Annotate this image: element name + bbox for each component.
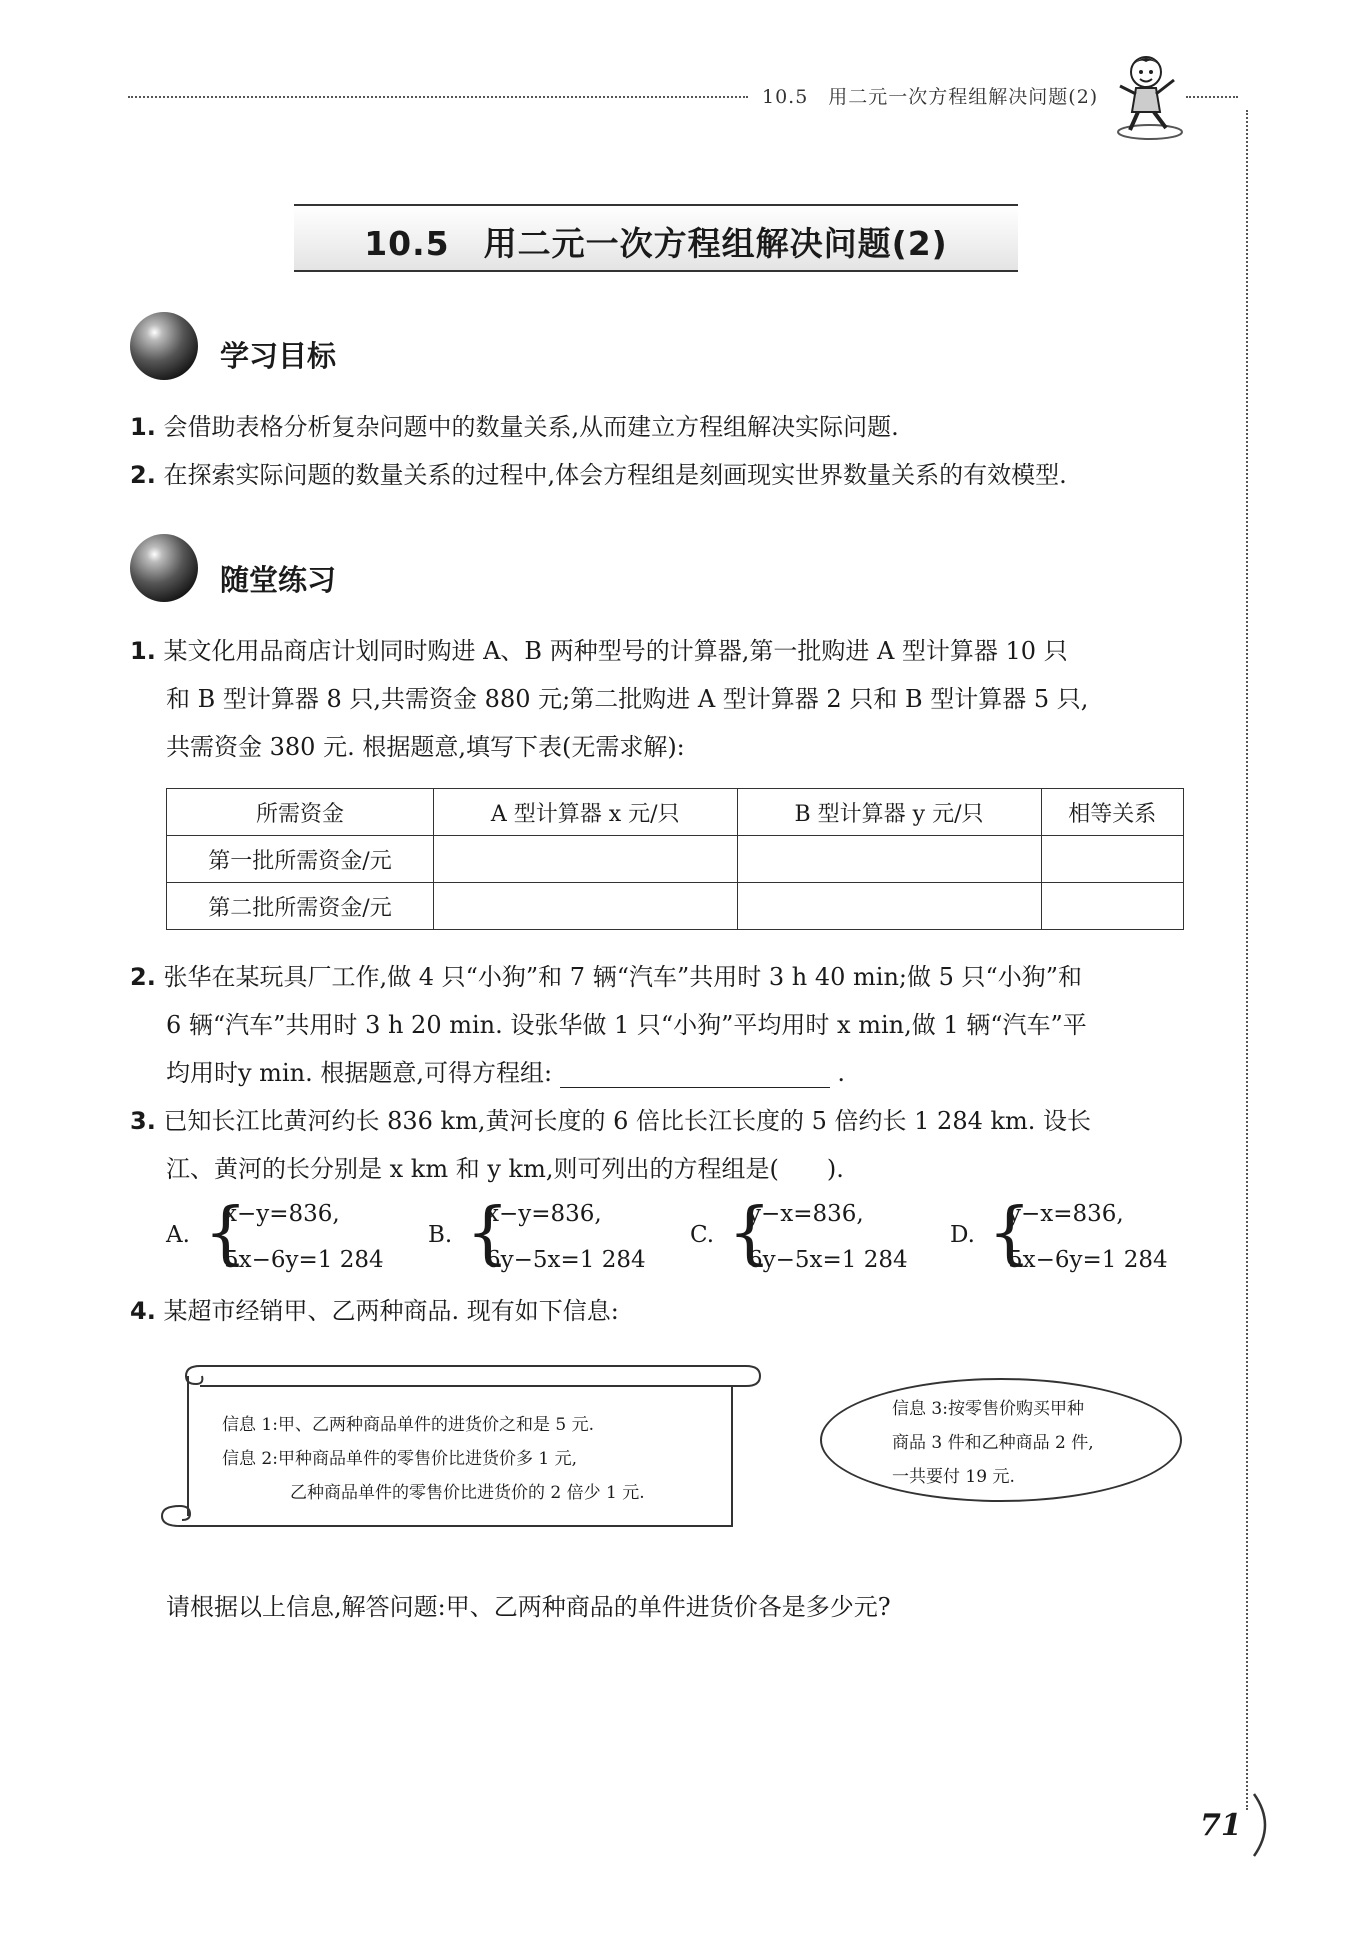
table-header-cell: B 型计算器 y 元/只 xyxy=(737,789,1041,836)
header-rule-right xyxy=(1186,96,1238,98)
question-1-line: 1. 某文化用品商店计划同时购进 A、B 两种型号的计算器,第一批购进 A 型计算器 10 只 xyxy=(130,637,1068,665)
table-header-cell: A 型计算器 x 元/只 xyxy=(434,789,738,836)
table-blank-cell[interactable] xyxy=(434,883,738,930)
brace-icon: { xyxy=(204,1194,248,1273)
info-3-line: 信息 3:按零售价购买甲种 xyxy=(892,1399,1084,1419)
info-3-line: 商品 3 件和乙种商品 2 件, xyxy=(892,1433,1094,1453)
info-2: 信息 2:甲种商品单件的零售价比进货价多 1 元, xyxy=(222,1449,577,1469)
table-header-cell: 相等关系 xyxy=(1041,789,1183,836)
lesson-title: 10.5 用二元一次方程组解决问题(2) xyxy=(364,224,948,263)
table-blank-cell[interactable] xyxy=(737,883,1041,930)
question-2-line: 2. 张华在某玩具厂工作,做 4 只“小狗”和 7 辆“汽车”共用时 3 h 40 min;做 5 只“小狗”和 xyxy=(130,963,1083,991)
option-a[interactable]: A. { x−y=836, 5x−6y=1 284 xyxy=(166,1194,384,1273)
question-2-line: 均用时y min. 根据题意,可得方程组: . xyxy=(166,1059,845,1087)
section-heading-goals: 学习目标 xyxy=(220,339,337,373)
running-title: 10.5 用二元一次方程组解决问题(2) xyxy=(762,86,1099,108)
question-1-line: 共需资金 380 元. 根据题意,填写下表(无需求解): xyxy=(166,733,685,761)
option-c[interactable]: C. { y−x=836, 6y−5x=1 284 xyxy=(690,1194,908,1273)
option-d[interactable]: D. { y−x=836, 5x−6y=1 284 xyxy=(950,1194,1168,1273)
table-row-label: 第二批所需资金/元 xyxy=(167,883,434,930)
header-rule-left xyxy=(128,96,748,98)
option-b[interactable]: B. { x−y=836, 6y−5x=1 284 xyxy=(428,1194,646,1273)
brace-icon: { xyxy=(466,1194,510,1273)
brace-icon: { xyxy=(728,1194,772,1273)
goal-item: 2. 在探索实际问题的数量关系的过程中,体会方程组是刻画现实世界数量关系的有效模型. xyxy=(130,461,1067,489)
table-row-label: 第一批所需资金/元 xyxy=(167,836,434,883)
info-2-continued: 乙种商品单件的零售价比进货价的 2 倍少 1 元. xyxy=(290,1483,645,1503)
answer-blank[interactable] xyxy=(560,1063,830,1088)
info-3-line: 一共要付 19 元. xyxy=(892,1467,1015,1487)
page-number-bracket xyxy=(1250,1790,1280,1860)
globe-icon xyxy=(130,534,198,602)
table-row xyxy=(167,883,1184,930)
fill-in-table xyxy=(166,788,1184,930)
table-blank-cell[interactable] xyxy=(737,836,1041,883)
table-row xyxy=(167,836,1184,883)
info-1: 信息 1:甲、乙两种商品单件的进货价之和是 5 元. xyxy=(222,1415,594,1435)
table-header-row xyxy=(167,789,1184,836)
margin-rule xyxy=(1246,110,1248,1810)
lesson-title-banner xyxy=(294,204,1018,272)
table-blank-cell[interactable] xyxy=(434,836,738,883)
question-3-line: 3. 已知长江比黄河约长 836 km,黄河长度的 6 倍比长江长度的 5 倍约长 1 284 km. 设长 xyxy=(130,1107,1092,1135)
globe-icon xyxy=(130,312,198,380)
question-4-prompt: 请根据以上信息,解答问题:甲、乙两种商品的单件进货价各是多少元? xyxy=(166,1593,891,1621)
table-header-cell: 所需资金 xyxy=(167,789,434,836)
table-blank-cell[interactable] xyxy=(1041,836,1183,883)
question-2-line: 6 辆“汽车”共用时 3 h 20 min. 设张华做 1 只“小狗”平均用时 x min,做 1 辆“汽车”平 xyxy=(166,1011,1087,1039)
question-3-line: 江、黄河的长分别是 x km 和 y km,则可列出的方程组是( ). xyxy=(166,1155,844,1183)
goal-item: 1. 会借助表格分析复杂问题中的数量关系,从而建立方程组解决实际问题. xyxy=(130,413,899,441)
question-4-line: 4. 某超市经销甲、乙两种商品. 现有如下信息: xyxy=(130,1297,619,1325)
question-1-line: 和 B 型计算器 8 只,共需资金 880 元;第二批购进 A 型计算器 2 只和 B 型计算器 5 只, xyxy=(166,685,1089,713)
table-blank-cell[interactable] xyxy=(1041,883,1183,930)
mascot-icon xyxy=(1112,50,1188,140)
brace-icon: { xyxy=(988,1194,1032,1273)
section-heading-practice: 随堂练习 xyxy=(220,563,337,597)
page-number: 71 xyxy=(1200,1808,1242,1843)
